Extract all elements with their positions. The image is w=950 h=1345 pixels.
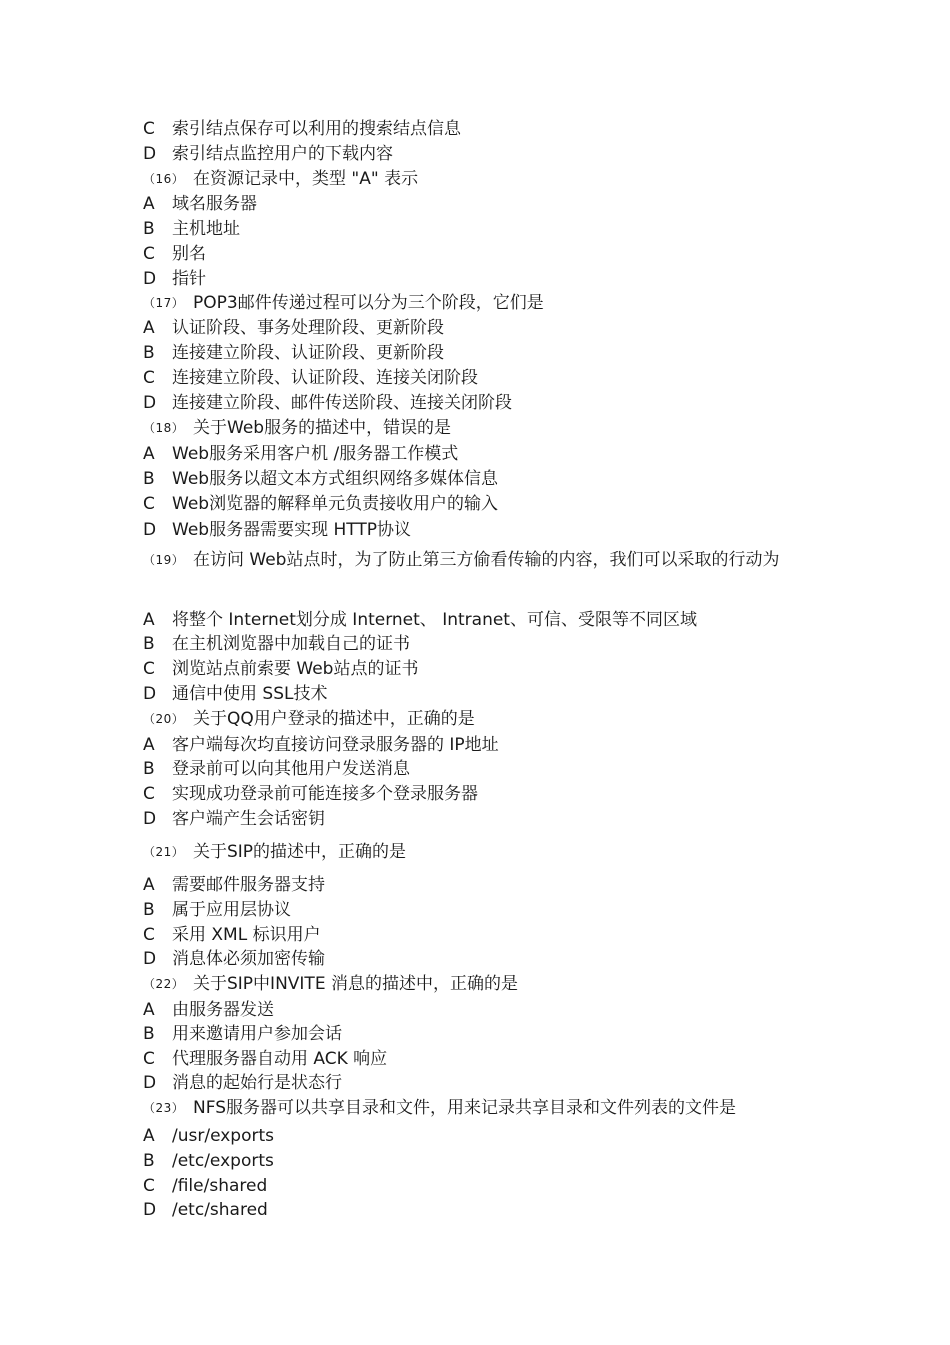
question-q22 [143,973,803,995]
option-q20-c [143,783,803,805]
option-q17-c [143,367,803,389]
option-q18-c [143,493,803,515]
option-letter: C [143,784,155,804]
option-letter: D [143,269,157,289]
option-text: 连接建立阶段、认证阶段、更新阶段 [172,343,444,363]
option-letter: B [143,634,155,654]
option-text: 连接建立阶段、邮件传送阶段、连接关闭阶段 [172,393,512,413]
option-letter: A [143,875,155,895]
question-text: 在访问 Web站点时，为了防止第三方偷看传输的内容，我们可以采取的行动为 [193,550,780,570]
option-q22-d [143,1072,803,1094]
option-q22-c [143,1048,803,1070]
option-text: 由服务器发送 [172,1000,274,1020]
option-letter: B [143,1024,155,1044]
option-q23-a [143,1125,803,1147]
question-number: （22） [143,977,185,991]
question-number: （20） [143,712,185,726]
option-letter: B [143,219,155,239]
option-q21-d [143,948,803,970]
option-text: /etc/shared [172,1200,268,1220]
question-q18 [143,417,803,439]
question-q20 [143,708,803,730]
option-text: 索引结点监控用户的下载内容 [172,144,393,164]
option-letter: B [143,1151,155,1171]
question-number: （23） [143,1101,185,1115]
option-q19-d [143,683,803,705]
option-letter: C [143,1049,155,1069]
option-letter: C [143,925,155,945]
option-text: 将整个 Internet划分成 Internet、 Intranet、可信、受限等不同区域 [172,610,697,630]
option-q20-d [143,808,803,830]
option-q17-b [143,342,803,364]
option-text: Web服务以超文本方式组织网络多媒体信息 [172,469,499,489]
option-q20-a [143,734,803,756]
option-letter: C [143,1176,155,1196]
option-letter: D [143,393,157,413]
question-q16 [143,168,803,190]
option-q18-b [143,468,803,490]
option-letter: D [143,144,157,164]
option-letter: B [143,759,155,779]
option-text: 通信中使用 SSL技术 [172,684,328,704]
option-q16-d [143,268,803,290]
option-text: /etc/exports [172,1151,274,1171]
question-q19 [143,547,783,573]
option-text: 别名 [172,244,206,264]
option-letter: B [143,900,155,920]
option-letter: A [143,318,155,338]
option-letter: C [143,368,155,388]
option-q23-c [143,1175,803,1197]
option-text: 主机地址 [172,219,240,239]
option-letter: C [143,494,155,514]
option-letter: D [143,1200,157,1220]
option-text: 客户端产生会话密钥 [172,809,325,829]
option-q23-d [143,1199,803,1221]
option-text: 消息的起始行是状态行 [172,1073,342,1093]
option-letter: A [143,1126,155,1146]
option-letter: D [143,1073,157,1093]
question-number: （16） [143,172,185,186]
question-text: NFS服务器可以共享目录和文件，用来记录共享目录和文件列表的文件是 [193,1098,736,1118]
option-letter: D [143,809,157,829]
option-text: 域名服务器 [172,194,257,214]
option-q21-c [143,924,803,946]
option-q21-b [143,899,803,921]
question-text: POP3邮件传递过程可以分为三个阶段，它们是 [193,293,544,313]
option-text: Web浏览器的解释单元负责接收用户的输入 [172,494,499,514]
option-q18-a [143,443,803,465]
question-q21 [143,841,803,863]
option-q21-a [143,874,803,896]
option-text: 代理服务器自动用 ACK 响应 [172,1049,388,1069]
option-text: 在主机浏览器中加载自己的证书 [172,634,410,654]
option-letter: B [143,343,155,363]
option-text: 实现成功登录前可能连接多个登录服务器 [172,784,478,804]
option-text: 需要邮件服务器支持 [172,875,325,895]
option-letter: D [143,520,157,540]
option-text: 登录前可以向其他用户发送消息 [172,759,410,779]
question-number: （19） [143,553,185,567]
option-text: 连接建立阶段、认证阶段、连接关闭阶段 [172,368,478,388]
option-q16-b [143,218,803,240]
option-letter: A [143,735,155,755]
option-letter: A [143,194,155,214]
option-q19-b [143,633,803,655]
option-letter: A [143,444,155,464]
option-q18-d [143,519,803,541]
option-text: 采用 XML 标识用户 [172,925,321,945]
option-q16-a [143,193,803,215]
option-q19-a [143,609,803,631]
question-q23 [143,1097,803,1119]
option-q23-b [143,1150,803,1172]
question-number: （21） [143,845,185,859]
option-text: 索引结点保存可以利用的搜索结点信息 [172,119,461,139]
option-letter: A [143,610,155,630]
question-text: 关于Web服务的描述中，错误的是 [193,418,452,438]
option-letter: A [143,1000,155,1020]
option-q17-a [143,317,803,339]
option-text: 属于应用层协议 [172,900,291,920]
option-text: 客户端每次均直接访问登录服务器的 IP地址 [172,735,499,755]
question-text: 关于SIP的描述中，正确的是 [193,842,407,862]
question-text: 在资源记录中，类型 "A" 表示 [193,169,419,189]
option-text: Web服务器需要实现 HTTP协议 [172,520,411,540]
option-letter: C [143,244,155,264]
option-q20-b [143,758,803,780]
option-text: 认证阶段、事务处理阶段、更新阶段 [172,318,444,338]
option-letter: B [143,469,155,489]
option-q22-a [143,999,803,1021]
option-q17-d [143,392,803,414]
option-text: /file/shared [172,1176,268,1196]
option-text: 指针 [172,269,206,289]
option-q22-b [143,1023,803,1045]
option-q16-c [143,243,803,265]
option-text: 用来邀请用户参加会话 [172,1024,342,1044]
option-text: 消息体必须加密传输 [172,949,325,969]
option-text: Web服务采用客户机 /服务器工作模式 [172,444,459,464]
question-text: 关于SIP中INVITE 消息的描述中，正确的是 [193,974,518,994]
question-number: （18） [143,421,185,435]
option-text: 浏览站点前索要 Web站点的证书 [172,659,419,679]
option-q15-c [143,118,803,140]
question-number: （17） [143,296,185,310]
option-q19-c [143,658,803,680]
option-letter: D [143,684,157,704]
question-text: 关于QQ用户登录的描述中，正确的是 [193,709,475,729]
question-q17 [143,292,803,314]
option-q15-d [143,143,803,165]
option-letter: C [143,659,155,679]
option-text: /usr/exports [172,1126,274,1146]
option-letter: C [143,119,155,139]
option-letter: D [143,949,157,969]
